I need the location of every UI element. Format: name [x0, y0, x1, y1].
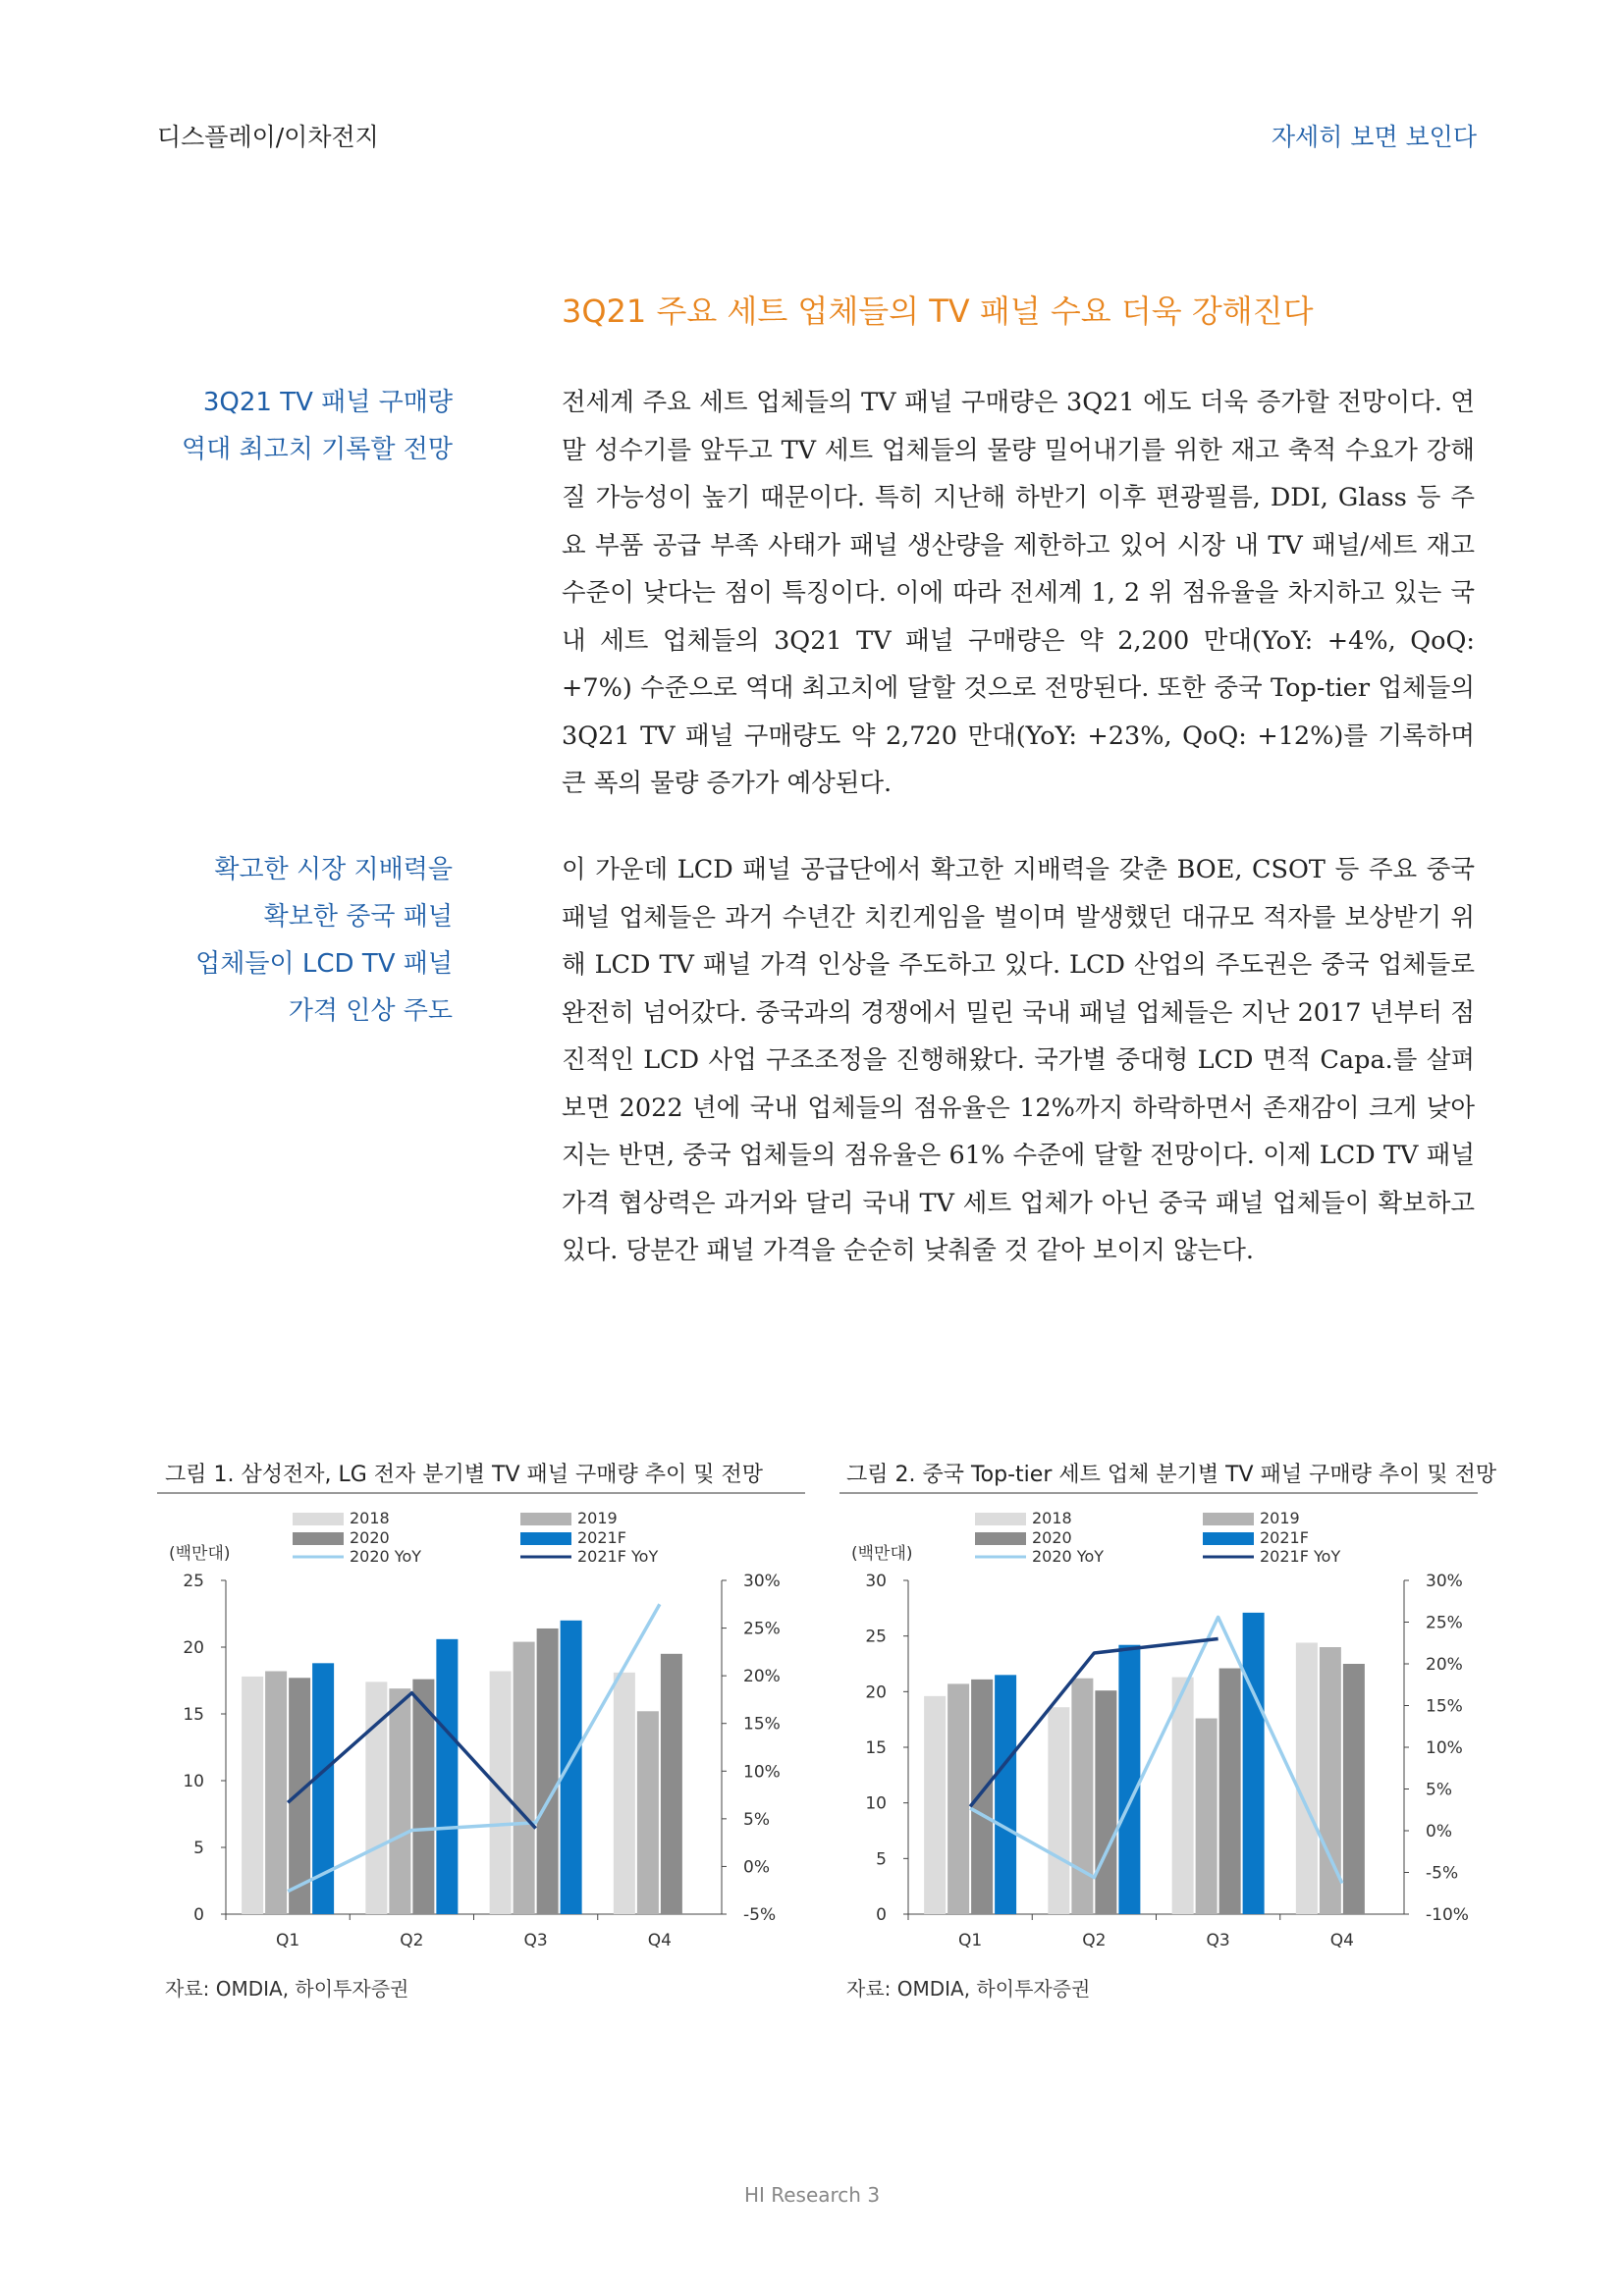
bar-2018	[1296, 1642, 1318, 1914]
bar-2020	[661, 1654, 682, 1914]
legend-swatch	[975, 1532, 1026, 1545]
chart-1	[157, 1502, 805, 1963]
legend-label: 2021F YoY	[1260, 1547, 1341, 1566]
y2-tick-label: 0%	[1426, 1822, 1452, 1842]
y2-tick-label: -5%	[1426, 1863, 1459, 1884]
figure-2-title: 그림 2. 중국 Top-tier 세트 업체 분기별 TV 패널 구매량 추이 및 전망	[846, 1463, 1497, 1487]
x-tick-label: Q4	[647, 1931, 672, 1950]
x-tick-label: Q2	[400, 1931, 424, 1950]
side-note-line: 역대 최고치 기록할 전망	[182, 435, 453, 464]
x-tick-label: Q3	[523, 1931, 548, 1950]
legend-swatch	[293, 1513, 344, 1525]
legend-swatch	[520, 1513, 571, 1525]
y2-tick-label: 15%	[1426, 1696, 1463, 1717]
bar-2019	[265, 1671, 287, 1914]
header-section: 디스플레이/이차전지	[157, 123, 379, 151]
y-tick-label: 20	[183, 1638, 204, 1658]
legend-label: 2020 YoY	[1032, 1547, 1105, 1566]
legend-label: 2021F	[1260, 1528, 1309, 1547]
section-title: 3Q21 주요 세트 업체들의 TV 패널 수요 더욱 강해진다	[562, 293, 1314, 330]
legend-swatch	[975, 1513, 1026, 1525]
y2-tick-label: 15%	[743, 1714, 781, 1735]
x-tick-label: Q1	[276, 1931, 300, 1950]
y-axis-unit-label: (백만대)	[851, 1544, 913, 1564]
legend-label: 2019	[577, 1509, 618, 1527]
y-tick-label: 0	[876, 1905, 887, 1925]
y2-tick-label: 25%	[743, 1619, 781, 1639]
side-note-1	[138, 379, 453, 473]
y-tick-label: 0	[193, 1905, 204, 1925]
chart-2	[839, 1502, 1488, 1963]
y2-tick-label: -5%	[743, 1905, 777, 1925]
figure-1-title: 그림 1. 삼성전자, LG 전자 분기별 TV 패널 구매량 추이 및 전망	[165, 1463, 763, 1487]
paragraph-1: 전세계 주요 세트 업체들의 TV 패널 구매량은 3Q21 에도 더욱 증가할 전망이다. 연말 성수기를 앞두고 TV 세트 업체들의 물량 밀어내기를 위한 재고 축적 수요가 강해질 가능성이 높기 때문이다. 특히 지난해 하반기 이후 편광필름, DDI, Glass 등 주요 부품 공급 부족 사태가 패널 생산량을 제한하고 있어 시장 내 TV 패널/세트 재고 수준이 낮다는 점이 특징이다. 이에 따라 전세계 1, 2 위 점유율을 차지하고 있는 국내 세트 업체들의 3Q21 TV 패널 구매량은 약 2,200 만대(YoY: +4%, QoQ: +7%) 수준으로 역대 최고치에 달할 것으로 전망된다. 또한 중국 Top-tier 업체들의 3Q21 TV 패널 구매량도 약 2,720 만대(YoY: +23%, QoQ: +12%)를 기록하며 큰 폭의 물량 증가가 예상된다.	[562, 388, 1475, 798]
y2-tick-label: 5%	[1426, 1780, 1452, 1800]
legend-label: 2018	[1032, 1509, 1072, 1527]
bar-2019	[1071, 1679, 1093, 1914]
y-tick-label: 30	[865, 1572, 887, 1591]
line-2020-yoy	[970, 1617, 1342, 1883]
y-tick-label: 10	[865, 1793, 887, 1814]
bar-2019	[947, 1683, 969, 1914]
header-tagline: 자세히 보면 보인다	[1271, 123, 1477, 151]
legend-label: 2020	[350, 1528, 390, 1547]
bar-2021f	[561, 1621, 582, 1914]
bar-2019	[514, 1642, 535, 1914]
page-footer: HI Research 3	[743, 2183, 881, 2207]
y-axis-unit-label: (백만대)	[169, 1544, 231, 1564]
y2-tick-label: 30%	[743, 1572, 781, 1591]
figure-2-source: 자료: OMDIA, 하이투자증권	[846, 1977, 1091, 2001]
bar-2019	[1196, 1719, 1218, 1914]
y2-tick-label: 30%	[1426, 1572, 1463, 1591]
legend-label: 2018	[350, 1509, 390, 1527]
y2-tick-label: 25%	[1426, 1613, 1463, 1633]
figure-1-source: 자료: OMDIA, 하이투자증권	[165, 1977, 409, 2001]
y2-tick-label: 0%	[743, 1857, 770, 1878]
bar-2018	[490, 1671, 512, 1914]
bar-2018	[614, 1673, 635, 1914]
bar-2021f	[436, 1639, 458, 1914]
y2-tick-label: -10%	[1426, 1905, 1469, 1925]
bar-2018	[1172, 1678, 1194, 1914]
x-tick-label: Q1	[958, 1931, 983, 1950]
bar-2020	[289, 1678, 310, 1914]
y-tick-label: 5	[876, 1849, 887, 1870]
bar-2018	[1048, 1707, 1069, 1914]
bar-2021f	[995, 1675, 1016, 1914]
y-tick-label: 10	[183, 1772, 204, 1791]
bar-2020	[1095, 1690, 1116, 1914]
legend-label: 2021F	[577, 1528, 626, 1547]
x-tick-label: Q4	[1329, 1931, 1354, 1950]
figure-1-rule	[157, 1492, 805, 1494]
side-note-line: 3Q21 TV 패널 구매량	[202, 388, 453, 417]
bar-2018	[242, 1677, 263, 1914]
side-note-line: 확고한 시장 지배력을	[214, 855, 453, 884]
bar-2020	[537, 1629, 559, 1914]
bar-2019	[637, 1711, 659, 1914]
side-note-line: 가격 인상 주도	[288, 996, 453, 1026]
legend-label: 2021F YoY	[577, 1547, 659, 1566]
y2-tick-label: 20%	[743, 1667, 781, 1687]
legend-label: 2020 YoY	[350, 1547, 422, 1566]
y-tick-label: 15	[865, 1738, 887, 1758]
bar-2020	[1219, 1669, 1241, 1914]
legend-label: 2020	[1032, 1528, 1072, 1547]
y-tick-label: 25	[183, 1572, 204, 1591]
y-tick-label: 25	[865, 1627, 887, 1647]
side-note-line: 확보한 중국 패널	[263, 902, 453, 932]
y-tick-label: 15	[183, 1705, 204, 1725]
y-tick-label: 20	[865, 1682, 887, 1703]
y2-tick-label: 10%	[743, 1762, 781, 1783]
bar-2020	[971, 1680, 993, 1914]
legend-swatch	[293, 1532, 344, 1545]
bar-2021f	[1243, 1613, 1265, 1914]
x-tick-label: Q2	[1082, 1931, 1107, 1950]
legend-swatch	[1203, 1513, 1254, 1525]
side-note-line: 업체들이 LCD TV 패널	[195, 949, 453, 979]
bar-2018	[924, 1696, 946, 1914]
line-2020-yoy	[288, 1604, 660, 1891]
y-tick-label: 5	[193, 1839, 204, 1858]
figure-2-rule	[839, 1492, 1478, 1494]
legend-label: 2019	[1260, 1509, 1300, 1527]
bar-2019	[389, 1688, 410, 1914]
y2-tick-label: 20%	[1426, 1655, 1463, 1675]
legend-swatch	[1203, 1532, 1254, 1545]
y2-tick-label: 10%	[1426, 1738, 1463, 1758]
y2-tick-label: 5%	[743, 1809, 770, 1830]
x-tick-label: Q3	[1206, 1931, 1230, 1950]
side-note-2	[138, 846, 453, 1035]
bar-2020	[1343, 1664, 1365, 1914]
legend-swatch	[520, 1532, 571, 1545]
bar-2021f	[1118, 1645, 1140, 1914]
paragraph-2: 이 가운데 LCD 패널 공급단에서 확고한 지배력을 갖춘 BOE, CSOT 등 주요 중국 패널 업체들은 과거 수년간 치킨게임을 벌이며 발생했던 대규모 적자를 보상받기 위해 LCD TV 패널 가격 인상을 주도하고 있다. LCD 산업의 주도권은 중국 업체들로 완전히 넘어갔다. 중국과의 경쟁에서 밀린 국내 패널 업체들은 지난 2017 년부터 점진적인 LCD 사업 구조조정을 진행해왔다. 국가별 중대형 LCD 면적 Capa.를 살펴보면 2022 년에 국내 업체들의 점유율은 12%까지 하락하면서 존재감이 크게 낮아지는 반면, 중국 업체들의 점유율은 61% 수준에 달할 전망이다. 이제 LCD TV 패널 가격 협상력은 과거와 달리 국내 TV 세트 업체가 아닌 중국 패널 업체들이 확보하고 있다. 당분간 패널 가격을 순순히 낮춰줄 것 같아 보이지 않는다.	[562, 855, 1475, 1265]
